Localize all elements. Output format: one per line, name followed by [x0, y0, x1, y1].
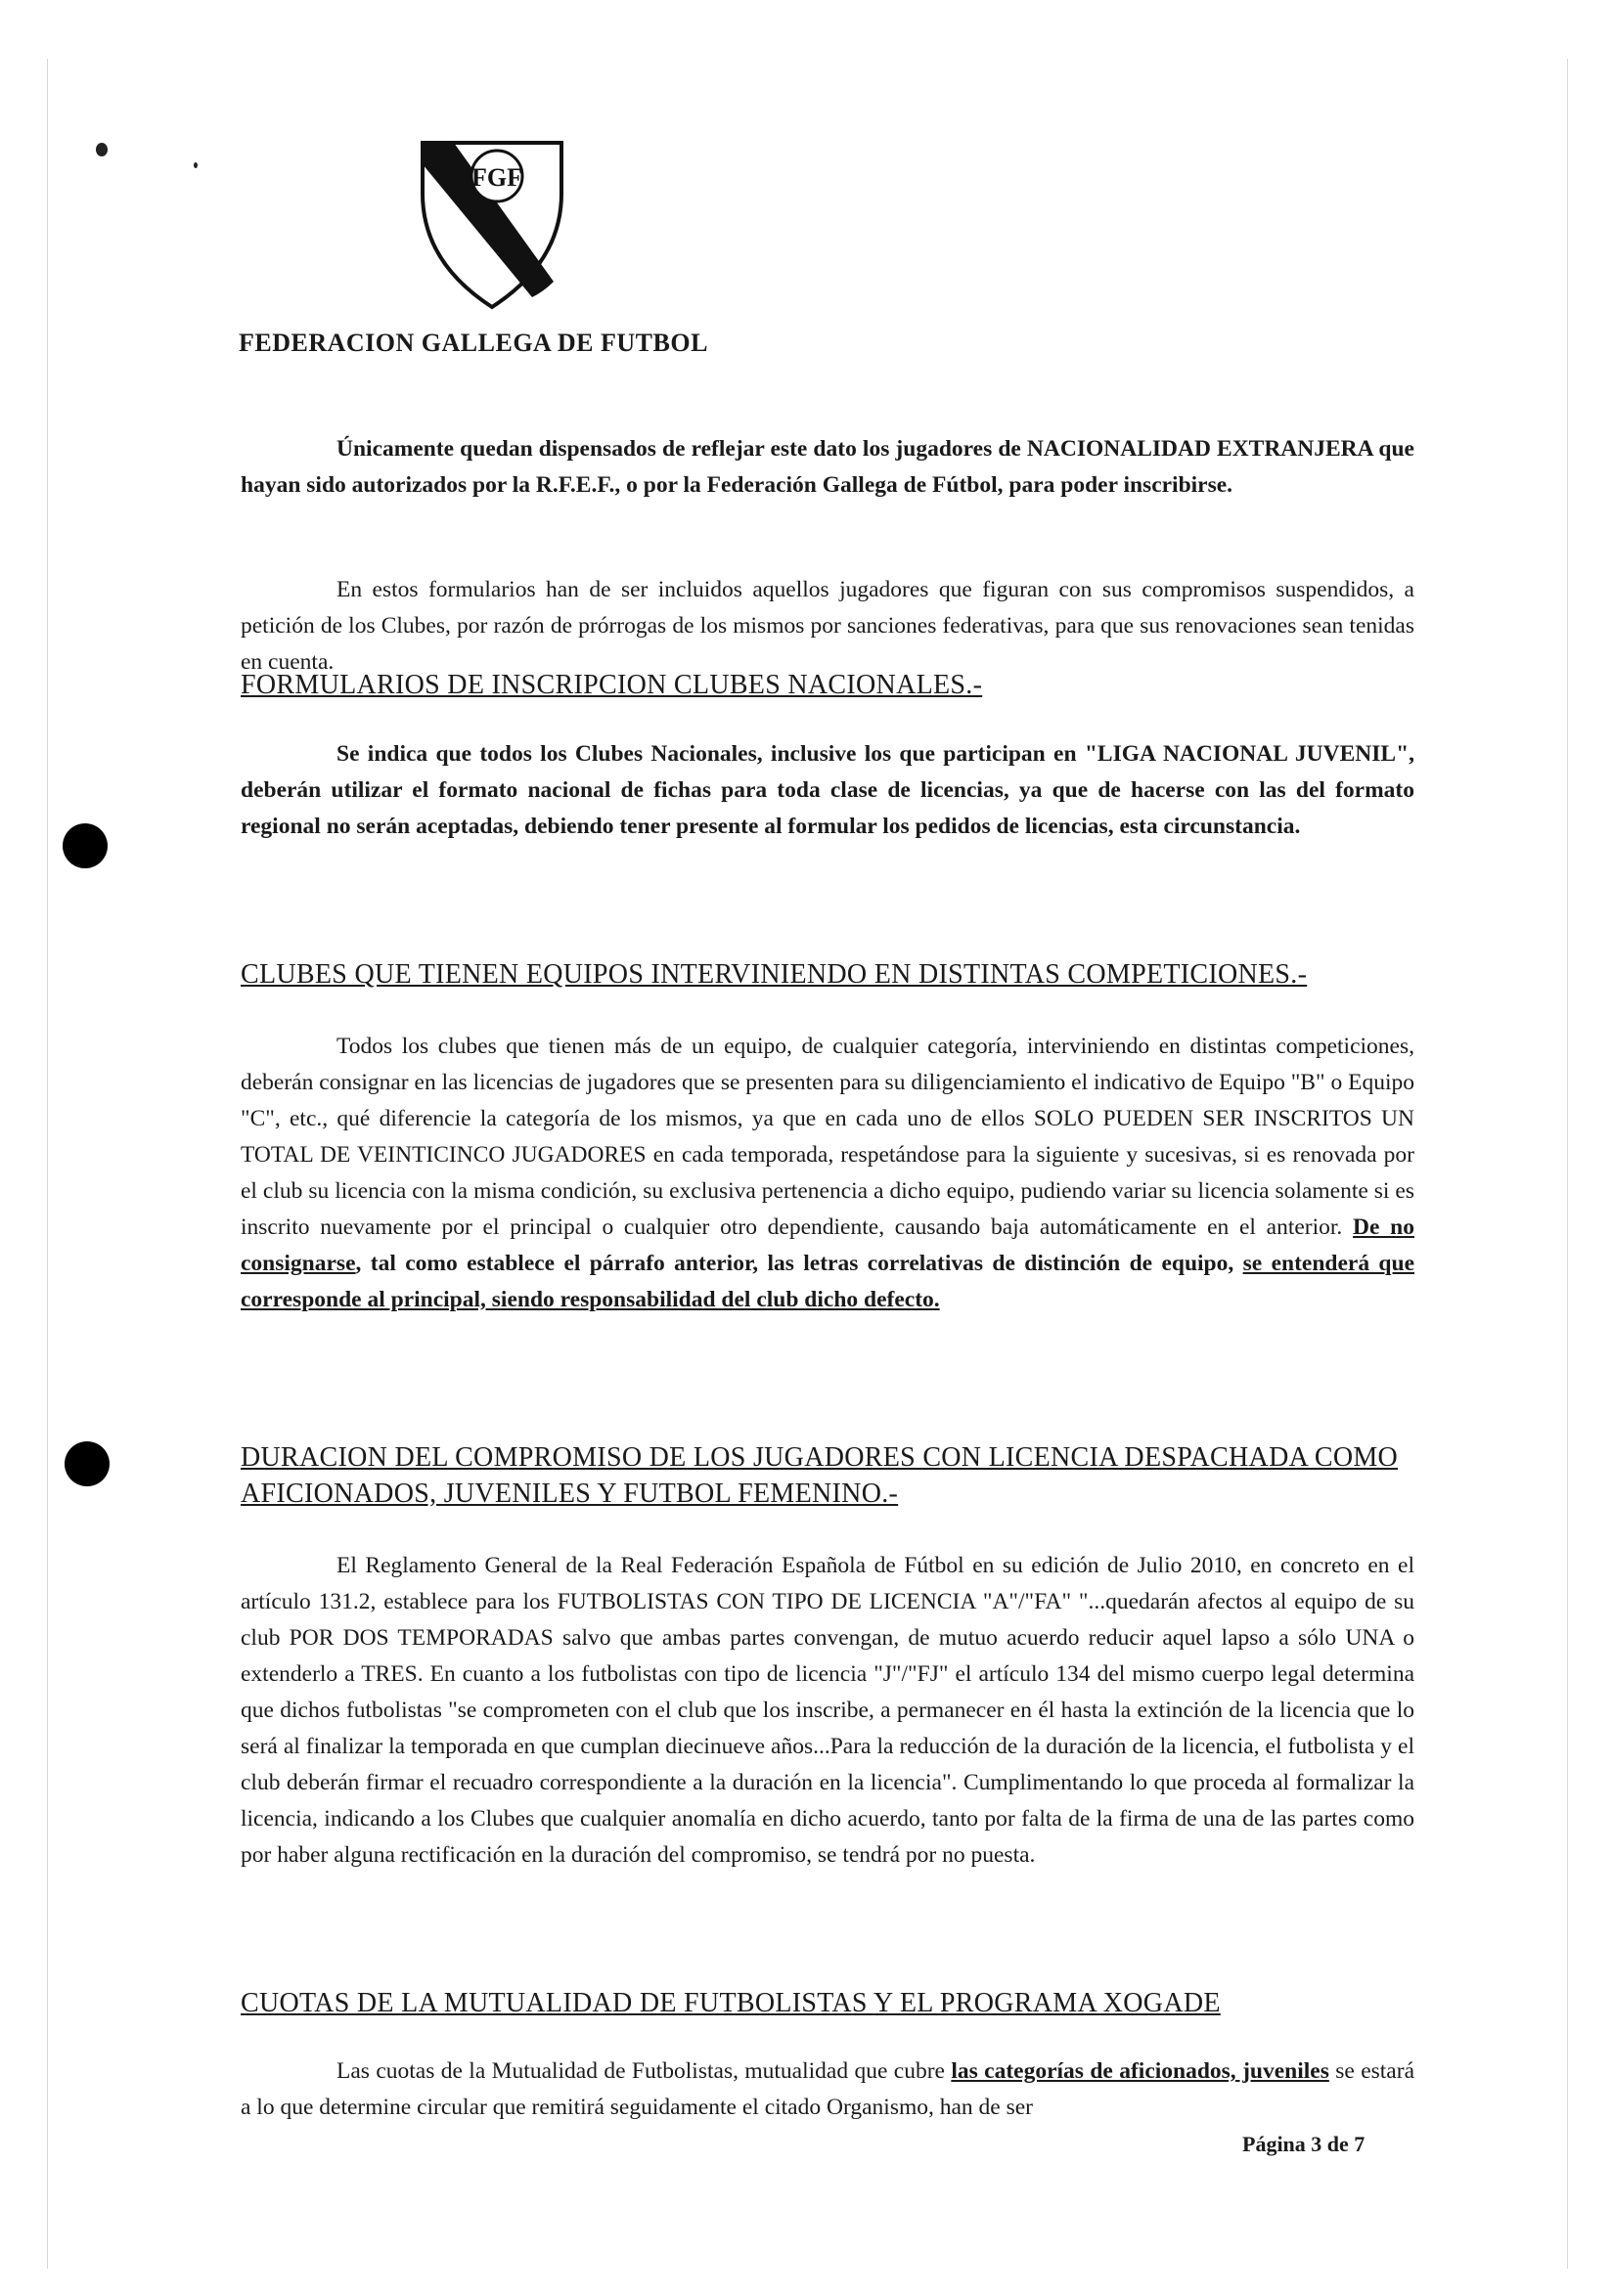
equipos-paragraph	[241, 1029, 1414, 1318]
punch-hole	[65, 1441, 110, 1486]
equipos-text	[241, 1029, 1414, 1318]
scan-speck	[96, 143, 108, 156]
cuotas-text-end: se estará a lo que determine circular que remitirá seguidamente el citado Organismo, han de ser	[241, 2058, 1414, 2120]
nacionales-text: Se indica que todos los Clubes Nacionales, inclusive los que participan en "LIGA NACIONAL JUVENIL", deberán utilizar el formato nacional de fichas para toda clase de licencias, ya que de hacerse con las del formato regional no serán aceptadas, debiendo tener presente al formular los pedidos de licencias, esta circunstancia.	[241, 741, 1414, 839]
intro-paragraph-2	[241, 572, 1414, 681]
heading-clubes-nacionales: FORMULARIOS DE INSCRIPCION CLUBES NACIONALES.-	[241, 670, 983, 700]
equipos-emphasis-2: se entenderá que corresponde al principal, siendo responsabilidad del club dicho defecto.	[241, 1251, 1415, 1312]
equipos-main-text: Todos los clubes que tienen más de un equipo, de cualquier categoría, interviniendo en distintas competiciones, deberán consignar en las licencias de jugadores que se presenten para su diligenciamiento el indicativo de Equipo "B" o Equipo "C", etc., qué diferencie la categoría de los mismos, ya que en cada uno de ellos SOLO PUEDEN SER INSCRITOS UN TOTAL DE VEINTICINCO JUGADORES en cada temporada, respetándose para la siguiente y sucesivas, si es renovada por el club su licencia con la misma condición, su exclusiva pertenencia a dicho equipo, pudiendo variar su licencia solamente si es inscrito nuevamente por el principal o cualquier otro dependiente, causando baja automáticamente en el anterior.	[241, 1034, 1414, 1240]
cuotas-paragraph	[241, 2053, 1414, 2126]
cuotas-text-start: Las cuotas de la Mutualidad de Futbolistas, mutualidad que cubre	[336, 2058, 952, 2084]
intro-paragraph-1	[241, 431, 1414, 504]
fgf-shield-logo-icon	[419, 135, 565, 311]
heading-equipos-competiciones: CLUBES QUE TIENEN EQUIPOS INTERVINIENDO EN DISTINTAS COMPETICIONES.-	[241, 959, 1308, 990]
duracion-text: El Reglamento General de la Real Federación Española de Fútbol en su edición de Julio 2010, en concreto en el artículo 131.2, establece para los FUTBOLISTAS CON TIPO DE LICENCIA "A"/"FA" "...quedarán afectos al equipo de su club POR DOS TEMPORADAS salvo que ambas partes convengan, de mutuo acuerdo reducir aquel lapso a sólo UNA o extenderlo a TRES. En cuanto a los futbolistas con tipo de licencia "J"/"FJ" el artículo 134 del mismo cuerpo legal determina que dichos futbolistas "se comprometen con el club que los inscribe, a permanecer en él hasta la extinción de la licencia que lo será al finalizar la temporada en que cumplan diecinueve años...Para la reducción de la duración de la licencia, el futbolista y el club deberán firmar el recuadro correspondiente a la duración en la licencia". Cumplimentando lo que proceda al formalizar la licencia, indicando a los Clubes que cualquier anomalía en dicho acuerdo, tanto por falta de la firma de una de las partes como por haber alguna rectificación en la duración del compromiso, se tendrá por no puesta.	[241, 1553, 1414, 1868]
heading-cuotas-mutualidad: CUOTAS DE LA MUTUALIDAD DE FUTBOLISTAS Y EL PROGRAMA XOGADE	[241, 1988, 1221, 2018]
scan-edge-right	[1567, 59, 1568, 2269]
scan-edge-left	[47, 59, 48, 2269]
cuotas-emphasis: las categorías de aficionados, juveniles	[951, 2058, 1329, 2084]
intro-text-1: Únicamente quedan dispensados de reflejar este dato los jugadores de NACIONALIDAD EXTRANJERA que hayan sido autorizados por la R.F.E.F., o por la Federación Gallega de Fútbol, para poder inscribirse.	[241, 436, 1414, 498]
organization-title: FEDERACION GALLEGA DE FUTBOL	[239, 329, 708, 357]
equipos-mid-text: , tal como establece el párrafo anterior, las letras correlativas de distinción de equipo,	[355, 1251, 1243, 1276]
equipos-emphasis-1: De no consignarse	[241, 1214, 1414, 1276]
cuotas-text	[241, 2053, 1414, 2126]
duracion-paragraph	[241, 1548, 1414, 1874]
svg-text:FGF: FGF	[471, 163, 522, 192]
intro-text-2: En estos formularios han de ser incluidos aquellos jugadores que figuran con sus compromisos suspendidos, a petición de los Clubes, por razón de prórrogas de los mismos por sanciones federativas, para que sus renovaciones sean tenidas en cuenta.	[241, 577, 1414, 675]
nacionales-paragraph	[241, 736, 1414, 845]
punch-hole	[63, 823, 108, 868]
page-number: Página 3 de 7	[1242, 2132, 1366, 2156]
heading-duracion-compromiso: DURACION DEL COMPROMISO DE LOS JUGADORES CON LICENCIA DESPACHADA COMO AFICIONADOS, JUVENILES Y FUTBOL FEMENINO.-	[241, 1442, 1399, 1509]
scan-speck	[194, 162, 198, 168]
